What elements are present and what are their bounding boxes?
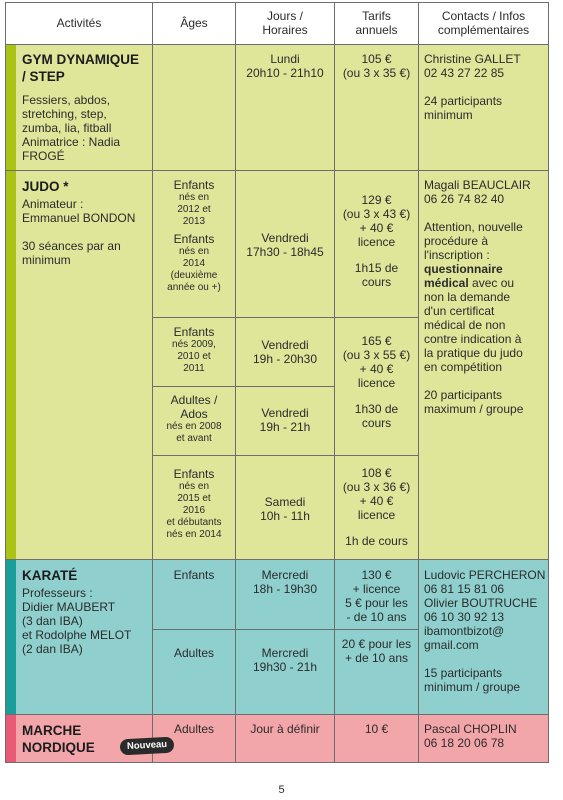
judo-row3-schedule: Vendredi 19h - 21h	[259, 406, 311, 434]
judo-row1-ages: Enfants nés en 2012 et 2013 Enfants nés en 2014 (deuxième année ou +)	[167, 178, 221, 293]
judo-mid-price: 165 € (ou 3 x 55 €) + 40 € licence 1h30 de cours	[342, 334, 411, 430]
gym-price: 105 € (ou 3 x 35 €)	[342, 52, 411, 80]
marche-price: 10 €	[364, 722, 389, 736]
judo-row-divider-1	[152, 317, 418, 318]
karate-row2-price: 20 € pour les + de 10 ans	[341, 637, 412, 665]
header-activites: Activités	[56, 16, 102, 30]
gym-contact: Christine GALLET 02 43 27 22 85 24 participants minimum	[424, 52, 521, 122]
karate-row2-schedule: Mercredi 19h30 - 21h	[252, 646, 318, 674]
col-divider-4	[418, 2, 419, 762]
table-right-border	[548, 2, 549, 762]
nouveau-badge: Nouveau	[120, 737, 175, 756]
table-top-border	[5, 2, 549, 3]
gym-description: Fessiers, abdos, stretching, step, zumba, lia, fitball Animatrice : Nadia FROGÉ	[22, 93, 121, 163]
judo-contact: Magali BEAUCLAIR 06 26 74 82 40 Attention, nouvelle procédure à l'inscription : questionnaire médical avec ou non la demande d'un certificat médical de non contre indication à la pratique du judo en compétition 20 participants maximum / groupe	[424, 178, 531, 416]
karate-row1-schedule: Mercredi 18h - 19h30	[252, 568, 318, 596]
gym-color-bar	[5, 44, 16, 559]
judo-row4-price: 108 € (ou 3 x 36 €) + 40 € licence 1h de cours	[342, 466, 411, 548]
table-bottom-border	[5, 762, 549, 763]
judo-row-divider-3	[152, 455, 418, 456]
header-tarifs: Tarifs annuels	[355, 9, 398, 37]
judo-title: JUDO *	[22, 179, 69, 194]
judo-bottom-border	[5, 559, 549, 560]
judo-row1-schedule: Vendredi 17h30 - 18h45	[246, 231, 324, 259]
karate-row1-price: 130 € + licence 5 € pour les - de 10 ans	[345, 568, 408, 624]
judo-description: Animateur : Emmanuel BONDON 30 séances par an minimum	[22, 197, 136, 267]
karate-color-bar	[5, 559, 16, 714]
gym-bottom-border	[5, 170, 549, 171]
judo-row2-ages: Enfants nés 2009, 2010 et 2011	[172, 325, 216, 374]
marche-color-bar	[5, 714, 16, 762]
header-ages: Âges	[180, 16, 208, 30]
header-contacts: Contacts / Infos complémentaires	[437, 9, 530, 37]
karate-row-divider	[152, 629, 418, 630]
marche-age: Adultes	[173, 722, 215, 736]
judo-row3-ages: Adultes / Ados nés en 2008 et avant	[166, 393, 222, 444]
marche-contact: Pascal CHOPLIN 06 18 20 06 78	[424, 722, 517, 750]
gym-title: GYM DYNAMIQUE / STEP	[22, 52, 140, 84]
karate-title: KARATÉ	[22, 568, 78, 583]
marche-schedule: Jour à définir	[250, 722, 320, 736]
karate-row2-age: Adultes	[173, 646, 215, 660]
header-jours: Jours / Horaires	[262, 9, 308, 37]
judo-row2-schedule: Vendredi 19h - 20h30	[252, 338, 318, 366]
judo-row4-schedule: Samedi 10h - 11h	[260, 495, 310, 523]
table-left-border	[5, 2, 6, 762]
page-number: 5	[278, 784, 285, 796]
gym-schedule: Lundi 20h10 - 21h10	[246, 52, 324, 80]
karate-bottom-border	[5, 714, 549, 715]
karate-description: Professeurs : Didier MAUBERT (3 dan IBA) et Rodolphe MELOT (2 dan IBA)	[22, 586, 132, 656]
karate-row1-age: Enfants	[173, 568, 215, 582]
judo-row1-price: 129 € (ou 3 x 43 €) + 40 € licence 1h15 de cours	[342, 193, 411, 289]
marche-title: MARCHE NORDIQUE	[22, 723, 95, 755]
judo-row-divider-2	[152, 386, 334, 387]
karate-contact: Ludovic PERCHERON 06 81 15 81 06 Olivier BOUTRUCHE 06 10 30 92 13 ibamontbizot@ gmail.com 15 participants minimum / groupe	[424, 568, 546, 694]
header-bottom-border	[5, 44, 549, 45]
judo-row4-ages: Enfants nés en 2015 et 2016 et débutants nés en 2014	[166, 467, 222, 540]
